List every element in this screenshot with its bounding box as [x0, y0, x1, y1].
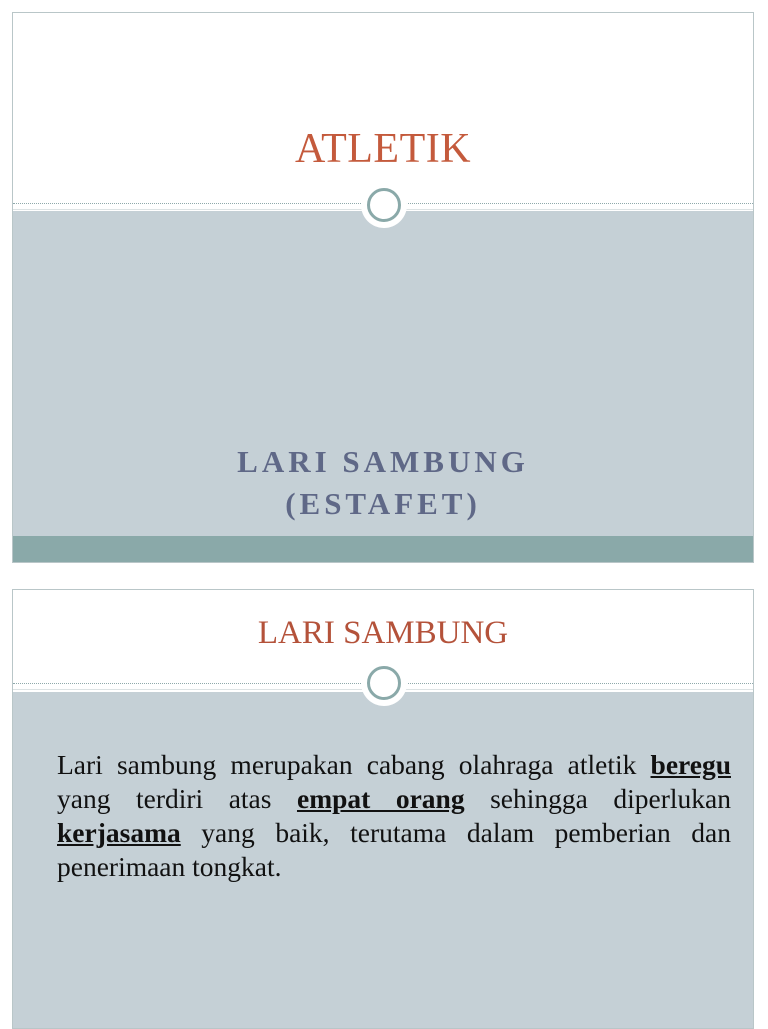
- subtitle-line: LARI SAMBUNG: [237, 444, 529, 479]
- ring-icon: [367, 666, 401, 700]
- slide-2: [12, 589, 754, 1029]
- body-text: Lari sambung merupakan cabang olahraga atletik: [57, 749, 651, 780]
- footer-band: [13, 536, 753, 562]
- circle-ornament-icon: [361, 182, 407, 228]
- body-text: sehingga diperlukan: [464, 783, 731, 814]
- circle-ornament-icon: [361, 660, 407, 706]
- ring-icon: [367, 188, 401, 222]
- title-area: [13, 13, 753, 204]
- body-paragraph: [57, 748, 731, 884]
- emphasis-text: kerjasama: [57, 817, 181, 848]
- slide-title: ATLETIK: [294, 126, 472, 172]
- subtitle-line: (ESTAFET): [285, 486, 481, 521]
- body-text: yang terdiri atas: [57, 783, 297, 814]
- slide-title: LARI SAMBUNG: [257, 615, 509, 651]
- slide-subtitle: [13, 441, 753, 525]
- slide-1: [12, 12, 754, 563]
- emphasis-text: beregu: [650, 749, 731, 780]
- emphasis-text: empat orang: [296, 783, 465, 814]
- body-text: yang baik, terutama dalam pemberian dan penerimaan tongkat.: [57, 817, 731, 882]
- content-area: [13, 211, 753, 536]
